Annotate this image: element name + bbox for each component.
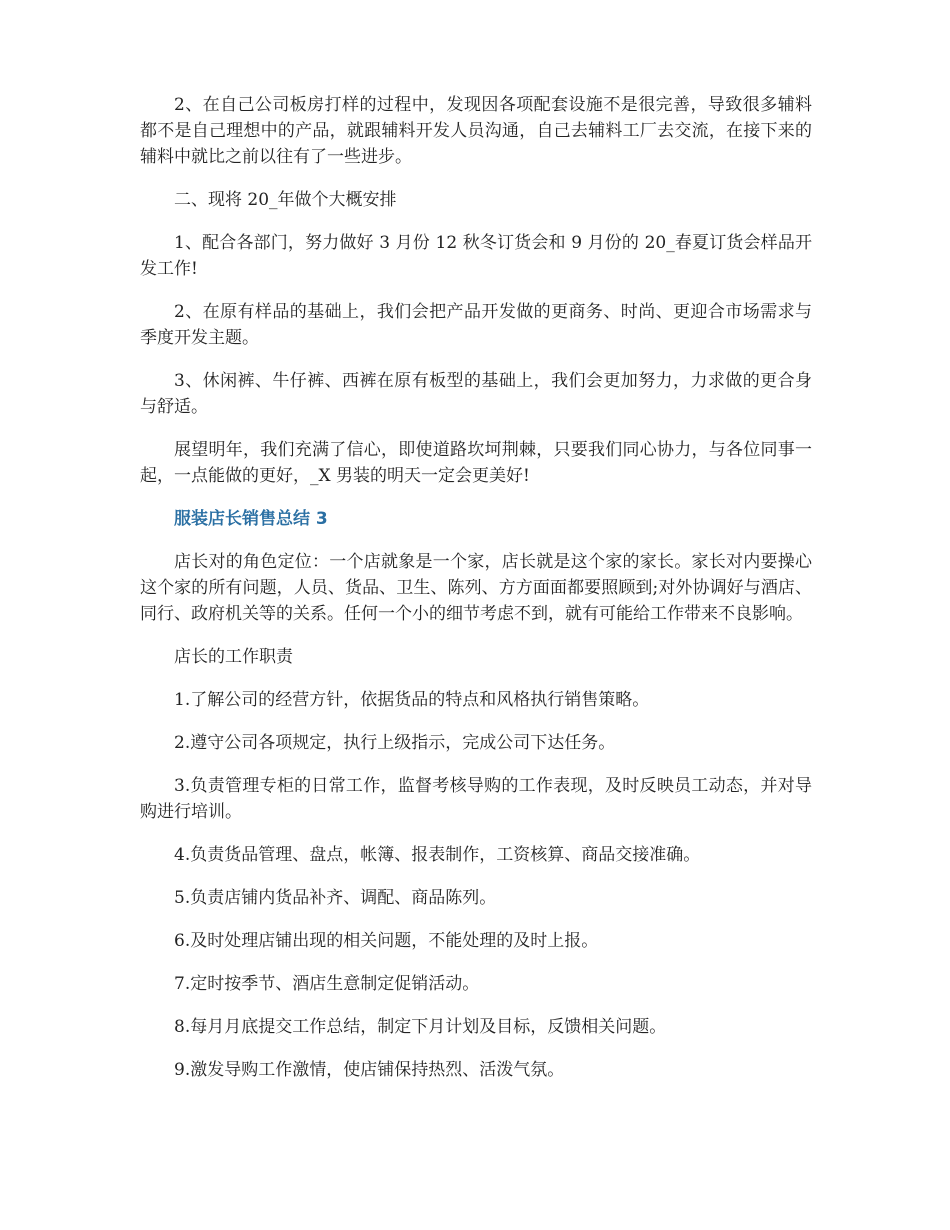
paragraph-outlook: 展望明年，我们充满了信心，即使道路坎坷荆棘，只要我们同心协力，与各位同事一起，一点能做的更好，_X 男装的明天一定会更美好!: [140, 440, 812, 486]
duty-item-4: 4.负责货品管理、盘点，帐簿、报表制作，工资核算、商品交接准确。: [174, 845, 701, 865]
duty-item-3: 3.负责管理专柜的日常工作，监督考核导购的工作表现，及时反映员工动态，并对导购进行培训。: [140, 776, 812, 822]
section-heading: 服装店长销售总结 3: [174, 509, 328, 529]
paragraph-plan-item-2: 2、在原有样品的基础上，我们会把产品开发做的更商务、时尚、更迎合市场需求与季度开发主题。: [140, 302, 812, 348]
duty-item-7: 7.定时按季节、酒店生意制定促销活动。: [174, 974, 480, 994]
duty-item-6: 6.及时处理店铺出现的相关问题，不能处理的及时上报。: [174, 931, 599, 951]
paragraph-plan-item-3: 3、休闲裤、牛仔裤、西裤在原有板型的基础上，我们会更加努力，力求做的更合身与舒适。: [140, 371, 812, 417]
paragraph-role-definition: 店长对的角色定位：一个店就象是一个家，店长就是这个家的家长。家长对内要操心这个家的所有问题，人员、货品、卫生、陈列、方方面面都要照顾到;对外协调好与酒店、同行、政府机关等的关系。任何一个小的细节考虑不到，就有可能给工作带来不良影响。: [140, 552, 812, 624]
paragraph-plan-heading: 二、现将 20_年做个大概安排: [174, 190, 397, 210]
paragraph-accessories-progress: 2、在自己公司板房打样的过程中，发现因各项配套设施不是很完善，导致很多辅料都不是自己理想中的产品，就跟辅料开发人员沟通，自己去辅料工厂去交流，在接下来的辅料中就比之前以往有了一些进步。: [140, 95, 812, 167]
duty-item-9: 9.激发导购工作激情，使店铺保持热烈、活泼气氛。: [174, 1060, 565, 1080]
paragraph-plan-item-1: 1、配合各部门，努力做好 3 月份 12 秋冬订货会和 9 月份的 20_春夏订货会样品开发工作!: [140, 233, 812, 279]
paragraph-duties-title: 店长的工作职责: [174, 647, 293, 667]
duty-item-5: 5.负责店铺内货品补齐、调配、商品陈列。: [174, 888, 497, 908]
document-page: [140, 92, 812, 1100]
duty-item-1: 1.了解公司的经营方针，依据货品的特点和风格执行销售策略。: [174, 690, 650, 710]
duty-item-8: 8.每月月底提交工作总结，制定下月计划及目标，反馈相关问题。: [174, 1017, 667, 1037]
duty-item-2: 2.遵守公司各项规定，执行上级指示，完成公司下达任务。: [174, 733, 616, 753]
